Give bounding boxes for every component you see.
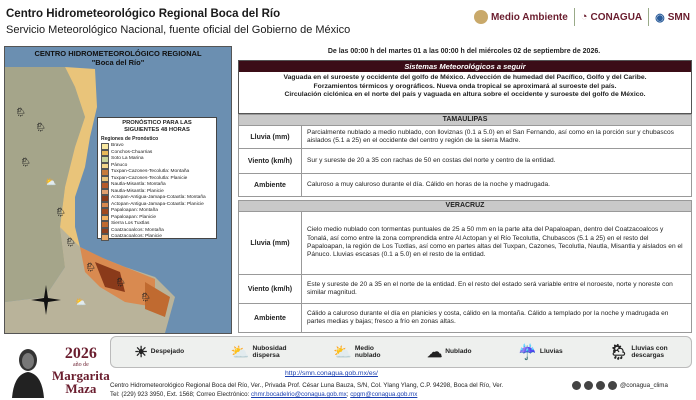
region-label: Nautla-Misantla: Planicie bbox=[111, 188, 164, 194]
systems-box bbox=[238, 60, 692, 114]
email-link[interactable]: chmr.bocadelrio@conagua.gob.mx bbox=[251, 391, 347, 398]
smn-icon: ◉ bbox=[655, 11, 665, 24]
weather-icon: 🌦 bbox=[115, 277, 127, 287]
legend-label: Nublado bbox=[445, 348, 472, 356]
region-label: Nautla-Misantla: Montaña bbox=[111, 182, 166, 188]
sun-cloud-icon: ⛅ bbox=[230, 343, 250, 361]
logos bbox=[474, 8, 690, 26]
row-key: Lluvia (mm) bbox=[239, 212, 302, 274]
email-link[interactable]: cpgm@conagua.gob.mx bbox=[350, 391, 418, 398]
table-row bbox=[238, 275, 692, 304]
weather-icon: 🌦 bbox=[65, 237, 77, 247]
row-key: Ambiente bbox=[239, 174, 302, 196]
row-value: Sur y sureste de 20 a 35 con rachas de 50 en costas del norte y centro de la entidad. bbox=[307, 156, 556, 164]
legend-label: Lluvias con descargas bbox=[631, 344, 668, 359]
region-swatch bbox=[101, 234, 109, 241]
weather-icon: ⛅ bbox=[75, 297, 87, 307]
partly-cloudy-icon: ⛅ bbox=[333, 343, 352, 361]
region-item bbox=[101, 234, 216, 241]
smn-logo: ◉ SMN bbox=[655, 11, 690, 24]
weather-icon: ⛅ bbox=[45, 177, 57, 187]
seal-icon bbox=[474, 10, 488, 24]
conagua-logo: ◔ CONAGUA bbox=[580, 11, 643, 23]
conagua-icon: ◔ bbox=[580, 11, 588, 23]
header bbox=[0, 0, 696, 44]
medio-ambiente-logo: Medio Ambiente bbox=[474, 10, 568, 24]
weather-icon: 🌦 bbox=[35, 122, 47, 132]
legend-label: Lluvias bbox=[539, 348, 563, 356]
portrait-image bbox=[8, 344, 48, 398]
veracruz-header: VERACRUZ bbox=[238, 200, 692, 212]
legend-item bbox=[231, 345, 287, 360]
region-label: Actopan-Antigua-Jamapa-Cotaxtla: Montaña bbox=[111, 195, 206, 201]
region-label: Coatzacoalcos: Montaña bbox=[111, 227, 164, 233]
legend-item bbox=[333, 345, 380, 360]
row-key: Viento (km/h) bbox=[239, 275, 302, 303]
footer-address: Centro Hidrometeorológico Regional Boca del Río, Ver., Privada Prof. César Luna Bauza, S/N, Col. Ylang Ylang, C.P. 94298, Boca del Río, Ver. bbox=[110, 382, 504, 389]
legend-label: Medio nublado bbox=[354, 344, 381, 359]
row-value: Cálido a caluroso durante el día en planicies y costa, cálido en la montaña. Cálido a templado por la noche y madrugada en partes medias y bajas; fresco a frío en zonas altas. bbox=[307, 309, 669, 325]
forecast-period: De las 00:00 h del martes 01 a las 00:00 h del miércoles 02 de septiembre de 2026. bbox=[327, 48, 601, 55]
tamaulipas-header: TAMAULIPAS bbox=[238, 114, 692, 126]
forecast-map bbox=[4, 46, 232, 334]
table-row bbox=[238, 174, 692, 197]
row-value: Cielo medio nublado con tormentas puntuales de 25 a 50 mm en la parte alta del Papaloapan, dentro del Coatzacoalcos y Tonalá, así como entre la zona comprendida entre Al Actopan y el Río Tecolutla, Chubascos (5.1 a 25) en el resto del Papaloapan, la región de Los Tuxtlas, así como en partes altas del Tuxpan, Cazones, Tecolutla, Nautla, Misantla y aislados en el Pánuco. Lluvias escasas (0.1 a 5.0) en el resto de la entidad. bbox=[307, 226, 683, 259]
region-label: Sierra Los Tuxtlas bbox=[111, 221, 150, 227]
regions-title: Regiones de Pronóstico bbox=[101, 136, 159, 142]
row-value: Este y sureste de 20 a 35 en el norte de la entidad. En el resto del estado será variable entre el noroeste, norte y noreste con similar magnitud. bbox=[307, 280, 673, 296]
table-row bbox=[238, 304, 692, 333]
cloud-icon: ☁ bbox=[427, 343, 443, 361]
row-key: Lluvia (mm) bbox=[239, 126, 302, 148]
table-row bbox=[238, 212, 692, 275]
social-handles: @conagua_clima bbox=[572, 381, 668, 390]
sun-rain-icon: 🌦 bbox=[609, 343, 629, 361]
divider bbox=[648, 8, 649, 26]
regions-list bbox=[98, 143, 216, 241]
legend-item bbox=[134, 345, 184, 360]
compass-rose-icon bbox=[31, 285, 61, 315]
smn-link[interactable]: http://smn.conagua.gob.mx/es/ bbox=[285, 370, 378, 377]
footer-contact: Tel: (229) 923 3950, Ext. 1568; Correo Electrónico: chmr.bocadelrio@conagua.gob.mx; cpgm@conagua.gob.mx bbox=[110, 391, 418, 398]
region-label: Coatzacoalcos: Planicie bbox=[111, 234, 162, 240]
weather-icon: 🌦 bbox=[15, 107, 27, 117]
weather-icon: 🌦 bbox=[140, 292, 152, 302]
table-row bbox=[238, 126, 692, 149]
youtube-icon[interactable] bbox=[608, 381, 617, 390]
region-item bbox=[101, 195, 216, 202]
region-label: Papaloapan: Planicie bbox=[111, 214, 157, 220]
rain-icon: ☔ bbox=[518, 343, 537, 361]
page-title: Centro Hidrometeorológico Regional Boca del Río bbox=[6, 8, 281, 20]
weather-icon: 🌦 bbox=[20, 157, 32, 167]
region-label: Tuxpan-Cazones-Tecolutla: Planicie bbox=[111, 175, 188, 181]
legend-item bbox=[427, 345, 471, 360]
region-label: Pánuco bbox=[111, 162, 128, 168]
legend-item bbox=[518, 345, 562, 360]
region-label: Actopan-Antigua-Jamapa-Cotaxtla: Planicie bbox=[111, 201, 204, 207]
legend-item bbox=[609, 345, 667, 360]
region-label: Bravo bbox=[111, 143, 124, 149]
systems-body: Vaguada en el suroeste y occidente del golfo de México. Advección de humedad del Pacífico, Golfo y del Caribe. Forzamientos térmicos y orográficos. Nueva onda tropical se aproximará al suroeste del país. Circulación ciclónica en el norte del país y vaguada en altura sobre el occidente y suroeste del golfo de México. bbox=[283, 74, 647, 99]
weather-legend-bar bbox=[110, 336, 692, 368]
row-key: Viento (km/h) bbox=[239, 149, 302, 173]
sun-icon: ☀ bbox=[134, 343, 148, 361]
map-legend-title: PRONÓSTICO PARA LAS SIGUIENTES 48 HORAS bbox=[122, 120, 192, 133]
region-label: Papaloapan: Montaña bbox=[111, 208, 158, 214]
legend-label: Nubosidad dispersa bbox=[252, 344, 287, 359]
region-label: Soto La Marina bbox=[111, 156, 144, 162]
legend-label: Despejado bbox=[150, 348, 185, 356]
row-key: Ambiente bbox=[239, 304, 302, 332]
instagram-icon[interactable] bbox=[596, 381, 605, 390]
region-label: Conchos-Chuarrias bbox=[111, 149, 153, 155]
weather-icon: 🌦 bbox=[55, 207, 67, 217]
row-value: Parcialmente nublado a medio nublado, con lloviznas (0.1 a 5.0) en el San Fernando, así como en la porción sur y chubascos aislados (5.1 a 25) en el occidente del centro y región de la sierra Madre. bbox=[307, 128, 674, 144]
divider bbox=[574, 8, 575, 26]
commemorative-year: 2026 año de Margarita Maza bbox=[52, 345, 110, 396]
region-label: Tuxpan-Cazones-Tecolutla: Montaña bbox=[111, 169, 190, 175]
facebook-icon[interactable] bbox=[584, 381, 593, 390]
systems-header: Sistemas Meteorológicos a seguir bbox=[239, 61, 691, 72]
table-row bbox=[238, 149, 692, 174]
map-title: CENTRO HIDROMETEOROLÓGICO REGIONAL "Boca del Río" bbox=[34, 49, 202, 67]
map-legend bbox=[97, 117, 217, 239]
row-value: Caluroso a muy caluroso durante el día. Cálido en horas de la noche y madrugada. bbox=[307, 180, 551, 188]
weather-icon: 🌦 bbox=[85, 262, 97, 272]
page-subtitle: Servicio Meteorológico Nacional, fuente oficial del Gobierno de México bbox=[6, 24, 351, 36]
twitter-icon[interactable] bbox=[572, 381, 581, 390]
